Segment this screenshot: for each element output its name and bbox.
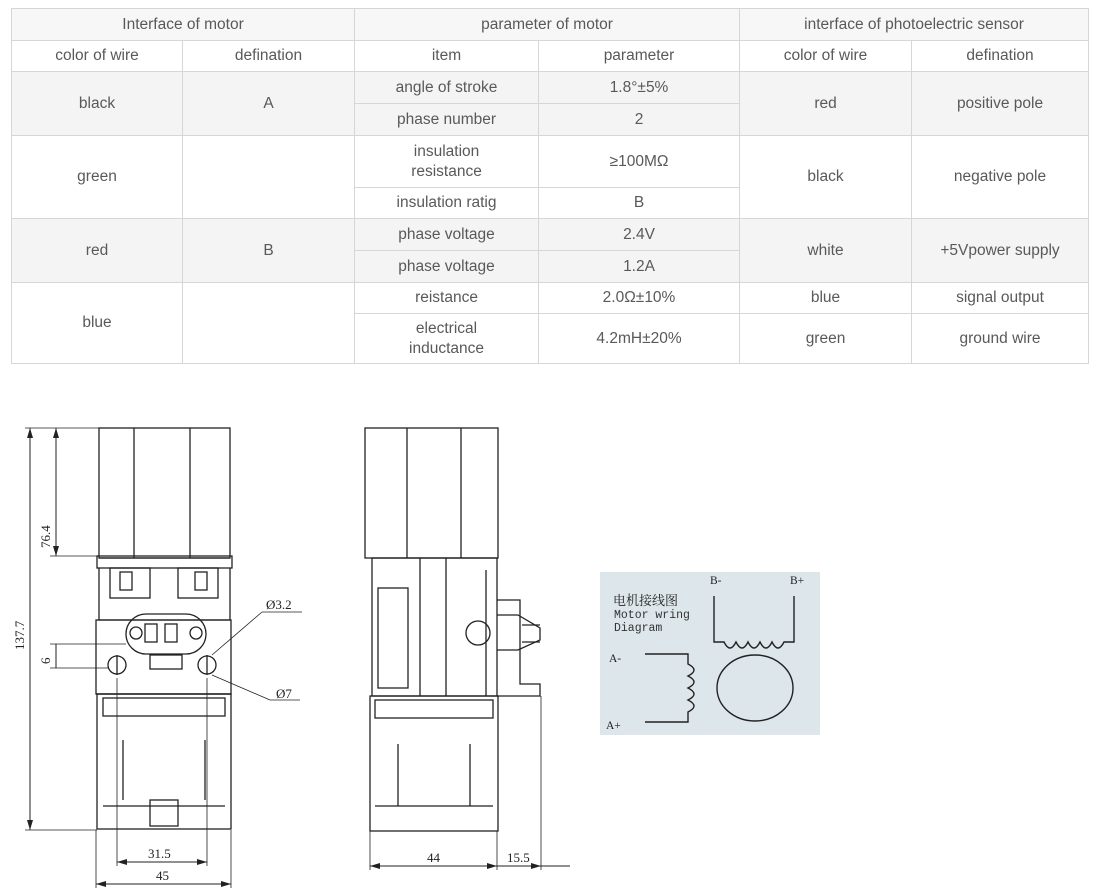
parameter-item: phase voltage — [355, 219, 539, 251]
parameter-value: 1.2A — [539, 251, 740, 283]
motor-wire-definition — [183, 283, 355, 364]
dim-front-width: 45 — [156, 868, 169, 883]
dim-hole-large: Ø7 — [276, 686, 292, 701]
sensor-wire-color: blue — [740, 283, 912, 314]
subheader-color-of-wire: color of wire — [12, 41, 183, 72]
parameter-value: 2 — [539, 104, 740, 136]
parameter-value: ≥100MΩ — [539, 136, 740, 188]
dim-slot-offset: 6 — [38, 657, 53, 664]
front-view — [25, 428, 302, 888]
motor-wire-color: black — [12, 72, 183, 136]
subheader-sensor-defination: defination — [912, 41, 1089, 72]
header-interface-of-motor: Interface of motor — [12, 9, 355, 41]
parameter-value: 1.8°±5% — [539, 72, 740, 104]
wiring-title-en-line2: Diagram — [614, 622, 663, 635]
side-view — [365, 428, 570, 870]
subheader-item: item — [355, 41, 539, 72]
motor-wiring-diagram — [600, 572, 820, 735]
motor-wire-color: green — [12, 136, 183, 219]
label-b-plus: B+ — [790, 575, 805, 587]
sensor-wire-color: white — [740, 219, 912, 283]
dim-upper-height: 76.4 — [38, 525, 53, 548]
parameter-value: 2.4V — [539, 219, 740, 251]
motor-wire-definition: B — [183, 219, 355, 283]
motor-dimension-drawing — [0, 380, 600, 890]
wiring-title-cn: 电机接线图 — [613, 594, 679, 609]
motor-wire-definition — [183, 136, 355, 219]
sensor-wire-color: green — [740, 314, 912, 364]
dim-hole-small: Ø3.2 — [266, 597, 292, 612]
parameter-item-text: insulation resistance — [411, 142, 482, 180]
dim-total-height: 137.7 — [12, 620, 27, 650]
sensor-wire-definition: negative pole — [912, 136, 1089, 219]
sensor-wire-definition: ground wire — [912, 314, 1089, 364]
subheader-sensor-color-of-wire: color of wire — [740, 41, 912, 72]
subheader-parameter: parameter — [539, 41, 740, 72]
parameter-value: B — [539, 188, 740, 219]
parameter-value: 2.0Ω±10% — [539, 283, 740, 314]
dim-front-hole-span: 31.5 — [148, 846, 171, 861]
motor-wire-color: red — [12, 219, 183, 283]
parameter-item-text: electrical inductance — [409, 319, 484, 357]
label-b-minus: B- — [710, 575, 722, 587]
parameter-item: angle of stroke — [355, 72, 539, 104]
wiring-title-en-line1: Motor wring — [614, 609, 690, 622]
sensor-wire-color: red — [740, 72, 912, 136]
sensor-wire-definition: +5Vpower supply — [912, 219, 1089, 283]
sensor-wire-color: black — [740, 136, 912, 219]
subheader-defination: defination — [183, 41, 355, 72]
parameter-value: 4.2mH±20% — [539, 314, 740, 364]
motor-wire-definition: A — [183, 72, 355, 136]
sensor-wire-definition: positive pole — [912, 72, 1089, 136]
sensor-wire-definition: signal output — [912, 283, 1089, 314]
header-parameter-of-motor: parameter of motor — [355, 9, 740, 41]
parameter-item: phase voltage — [355, 251, 539, 283]
dim-side-extension: 15.5 — [507, 850, 530, 865]
label-a-plus: A+ — [606, 720, 621, 732]
motor-wire-color: blue — [12, 283, 183, 364]
parameter-item — [355, 136, 539, 188]
parameter-item: reistance — [355, 283, 539, 314]
dim-side-width: 44 — [427, 850, 440, 865]
motor-spec-table — [11, 8, 1089, 364]
parameter-item — [355, 314, 539, 364]
parameter-item: phase number — [355, 104, 539, 136]
parameter-item: insulation ratig — [355, 188, 539, 219]
header-interface-of-sensor: interface of photoelectric sensor — [740, 9, 1089, 41]
label-a-minus: A- — [609, 653, 622, 665]
